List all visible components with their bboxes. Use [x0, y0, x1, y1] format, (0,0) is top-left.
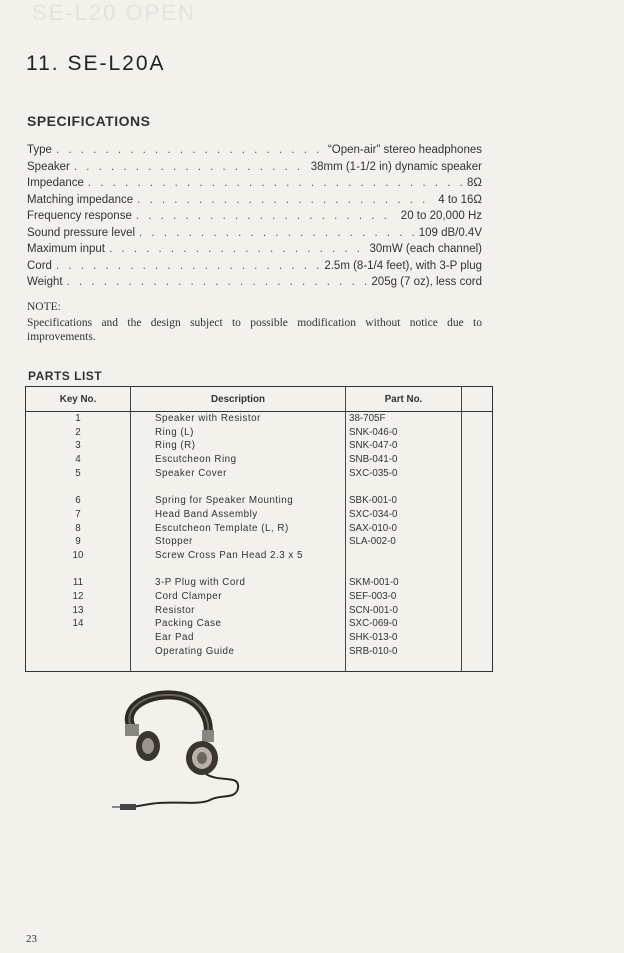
key-cell: [26, 480, 130, 494]
key-cell: 2: [75, 426, 81, 438]
leader-dots: [88, 177, 463, 189]
description-cell: Resistor: [155, 604, 195, 616]
spec-value: 20 to 20,000 Hz: [400, 210, 482, 222]
spec-label: Type: [27, 144, 52, 156]
part-number-cell: SAX-010-0: [349, 522, 397, 534]
leader-dots: [56, 260, 320, 272]
leader-dots: [139, 227, 415, 239]
note-text: Specifications and the design subject to possible modification without notice due to improvements.: [27, 316, 482, 343]
spec-row: [27, 161, 482, 178]
part-number-cell: SCN-001-0: [349, 604, 399, 616]
key-cell: 13: [72, 604, 84, 616]
part-number-cell: 38-705F: [349, 413, 386, 424]
description-cell: Ear Pad: [155, 632, 194, 643]
leader-dots: [109, 243, 366, 255]
description-cell: Ring (L): [155, 426, 194, 438]
spec-row: [27, 276, 482, 293]
key-cell: 10: [72, 549, 84, 561]
key-cell: [26, 563, 130, 577]
spec-value: 38mm (1-1/2 in) dynamic speaker: [310, 160, 482, 173]
description-cell: Spring for Speaker Mounting: [155, 495, 294, 507]
spec-row: [27, 243, 482, 260]
extra-column: [462, 412, 493, 672]
left-earcup-center: [142, 738, 154, 754]
key-cell: 6: [75, 495, 81, 507]
specifications-heading: SPECIFICATIONS: [27, 113, 151, 129]
page-title: 11. SE-L20A: [26, 52, 166, 75]
description-cell: Speaker Cover: [155, 467, 227, 479]
spec-value: 109 dB/0.4V: [418, 226, 482, 239]
headphones-image: [110, 688, 245, 813]
description-cell: Speaker with Resistor: [155, 413, 261, 424]
parts-list-heading: PARTS LIST: [28, 369, 103, 383]
part-number-cell: SBK-001-0: [349, 495, 397, 507]
part-number-cell: SRB-010-0: [349, 645, 398, 657]
spec-label: Sound pressure level: [27, 226, 136, 239]
left-slider-icon: [125, 724, 139, 736]
part-number-cell: SXC-069-0: [349, 618, 398, 630]
description-cell: Escutcheon Ring: [155, 454, 237, 466]
plug-icon: [120, 804, 136, 810]
spec-row: [27, 260, 482, 277]
spec-row: [27, 144, 482, 161]
spec-value: 8Ω: [467, 177, 482, 189]
spec-label: Weight: [27, 276, 63, 288]
header-key-no: Key No.: [26, 387, 131, 412]
description-cell: Screw Cross Pan Head 2.3 x 5: [155, 549, 303, 561]
ghost-text: SE-L20 OPEN: [32, 0, 196, 25]
part-number-cell: SNK-046-0: [349, 426, 398, 438]
part-column: [346, 412, 462, 672]
part-number-cell: SLA-002-0: [349, 536, 396, 548]
part-number-cell: SHK-013-0: [349, 632, 398, 643]
parts-table: [25, 386, 493, 672]
key-cell: 7: [75, 508, 81, 520]
part-number-cell: [346, 549, 461, 563]
description-cell: Cord Clamper: [155, 590, 222, 602]
part-number-cell: SKM-001-0: [349, 577, 399, 589]
header-part-no: Part No.: [346, 387, 462, 412]
part-number-cell: SNB-041-0: [349, 454, 398, 466]
key-cell: 14: [72, 618, 84, 630]
key-cell: [26, 645, 130, 659]
spec-value: 30mW (each channel): [369, 243, 482, 255]
key-cell: 12: [72, 590, 84, 602]
description-cell: Stopper: [155, 536, 193, 548]
cord-icon: [126, 774, 238, 808]
key-cell: 5: [75, 467, 81, 479]
key-cell: 3: [75, 440, 81, 452]
spec-row: [27, 177, 482, 194]
part-number-cell: [346, 563, 461, 577]
header-description: Description: [131, 387, 346, 412]
spec-row: [27, 227, 482, 244]
right-earcup-center: [197, 752, 207, 764]
part-number-cell: SEF-003-0: [349, 590, 397, 602]
description-cell: Operating Guide: [155, 645, 235, 657]
spec-value: 2.5m (8-1/4 feet), with 3-P plug: [324, 259, 482, 272]
note: [27, 300, 482, 345]
key-cell: 1: [75, 413, 81, 424]
leader-dots: [74, 161, 307, 173]
leader-dots: [56, 144, 324, 156]
description-cell: [131, 480, 345, 494]
header-extra: [462, 387, 493, 412]
description-column: [131, 412, 346, 672]
parts-table-body: [26, 412, 493, 672]
spec-value: 4 to 16Ω: [438, 193, 482, 206]
spec-row: [27, 194, 482, 211]
description-cell: Packing Case: [155, 618, 222, 630]
key-column: [26, 412, 131, 672]
leader-dots: [67, 276, 368, 288]
spec-value: 205g (7 oz), less cord: [371, 276, 482, 288]
spec-row: [27, 210, 482, 227]
right-slider-icon: [202, 730, 214, 742]
spec-value: “Open-air” stereo headphones: [327, 144, 482, 156]
page-number: 23: [26, 933, 37, 945]
spec-label: Frequency response: [27, 210, 132, 222]
key-cell: 9: [75, 536, 81, 548]
part-number-cell: SNK-047-0: [349, 440, 398, 452]
spec-label: Speaker: [27, 160, 70, 173]
part-number-cell: SXC-034-0: [349, 508, 398, 520]
description-cell: Escutcheon Template (L, R): [155, 522, 289, 534]
leader-dots: [136, 210, 397, 222]
description-cell: Head Band Assembly: [155, 508, 258, 520]
specifications-list: [27, 144, 482, 293]
description-cell: Ring (R): [155, 440, 196, 452]
description-cell: [131, 563, 345, 577]
key-cell: 11: [72, 577, 84, 589]
key-cell: 4: [75, 454, 81, 466]
key-cell: 8: [75, 522, 81, 534]
key-cell: [26, 631, 130, 645]
note-title: NOTE:: [27, 301, 61, 313]
spec-label: Maximum input: [27, 243, 105, 255]
spec-label: Impedance: [27, 177, 84, 189]
part-number-cell: [346, 480, 461, 494]
parts-table-header: [26, 387, 493, 412]
leader-dots: [137, 194, 434, 206]
spec-label: Matching impedance: [27, 193, 134, 206]
spec-label: Cord: [27, 259, 52, 272]
part-number-cell: SXC-035-0: [349, 467, 398, 479]
description-cell: 3-P Plug with Cord: [155, 577, 246, 589]
